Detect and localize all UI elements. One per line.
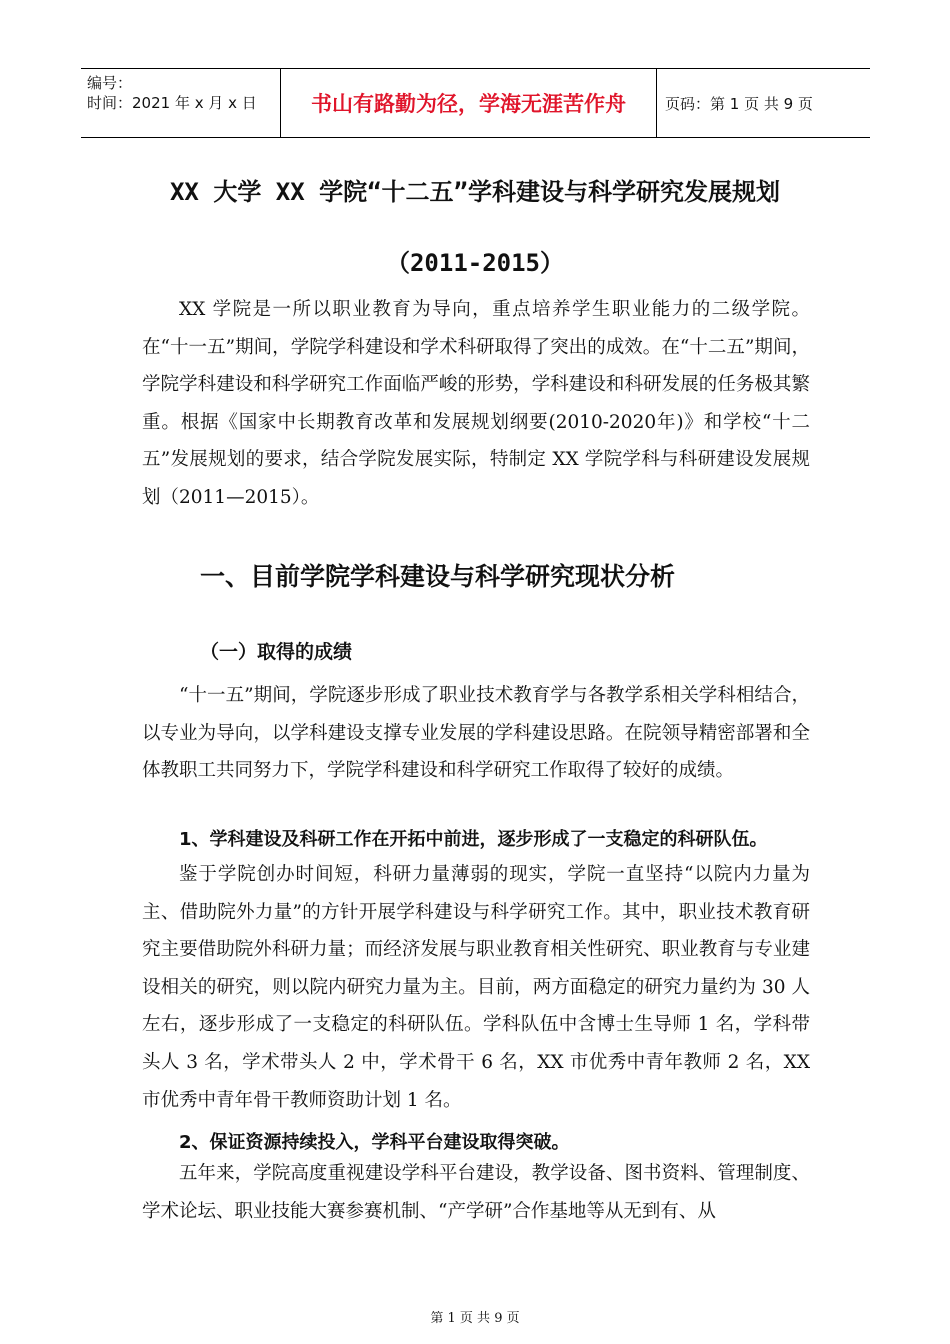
document-subtitle: （2011-2015） bbox=[385, 249, 565, 277]
document-title: XX 大学 XX 学院“十二五”学科建设与科学研究发展规划 bbox=[169, 178, 781, 206]
achievements-paragraph: “十一五”期间，学院逐步形成了职业技术教育学与各教学系相关学科相结合，以专业为导向，以学科建设支撑专业发展的学科建设思路。在院领导精密部署和全体教职工共同努力下，学院学科建设和科学研究工作取得了较好的成绩。 bbox=[142, 685, 810, 782]
header-meta-cell bbox=[81, 69, 281, 137]
date-label: 时间：2021 年 x 月 x 日 bbox=[87, 94, 257, 112]
point-2-heading: 2、保证资源持续投入，学科平台建设取得突破。 bbox=[179, 1132, 570, 1153]
page-footer: 第 1 页 共 9 页 bbox=[430, 1311, 520, 1326]
subsection-heading: （一）取得的成绩 bbox=[200, 641, 353, 663]
point-2-paragraph: 五年来，学院高度重视建设学科平台建设，教学设备、图书资料、管理制度、学术论坛、职业技能大赛参赛机制、“产学研”合作基地等从无到有、从 bbox=[142, 1163, 810, 1222]
header-table bbox=[81, 68, 870, 138]
number-label: 编号： bbox=[87, 74, 133, 92]
motto: 书山有路勤为径，学海无涯苦作舟 bbox=[281, 69, 657, 137]
point-1-heading: 1、学科建设及科研工作在开拓中前进，逐步形成了一支稳定的科研队伍。 bbox=[179, 829, 768, 850]
point-1-paragraph: 鉴于学院创办时间短，科研力量薄弱的现实，学院一直坚持“以院内力量为主、借助院外力量”的方针开展学科建设与科学研究工作。其中，职业技术教育研究主要借助院外科研力量；而经济发展与职业教育相关性研究、职业教育与专业建设相关的研究，则以院内研究力量为主。目前，两方面稳定的研究力量约为 30 人左右，逐步形成了一支稳定的科研队伍。学科队伍中含博士生导师 1 名，学科带头人 3 名，学术带头人 2 中，学术骨干 6 名，XX 市优秀中青年教师 2 名，XX 市优秀中青年骨干教师资助计划 1 名。 bbox=[142, 864, 810, 1111]
page-info: 页码：第 1 页 共 9 页 bbox=[665, 94, 813, 113]
section-heading: 一、目前学院学科建设与科学研究现状分析 bbox=[200, 562, 676, 591]
intro-paragraph: XX 学院是一所以职业教育为导向，重点培养学生职业能力的二级学院。在“十一五”期间，学院学科建设和学术科研取得了突出的成效。在“十二五”期间，学院学科建设和科学研究工作面临严峻的形势，学科建设和科研发展的任务极其繁重。根据《国家中长期教育改革和发展规划纲要(2010-2020年)》和学校“十二五”发展规划的要求，结合学院发展实际，特制定 XX 学院学科与科研建设发展规划（2011—2015）。 bbox=[142, 299, 810, 508]
